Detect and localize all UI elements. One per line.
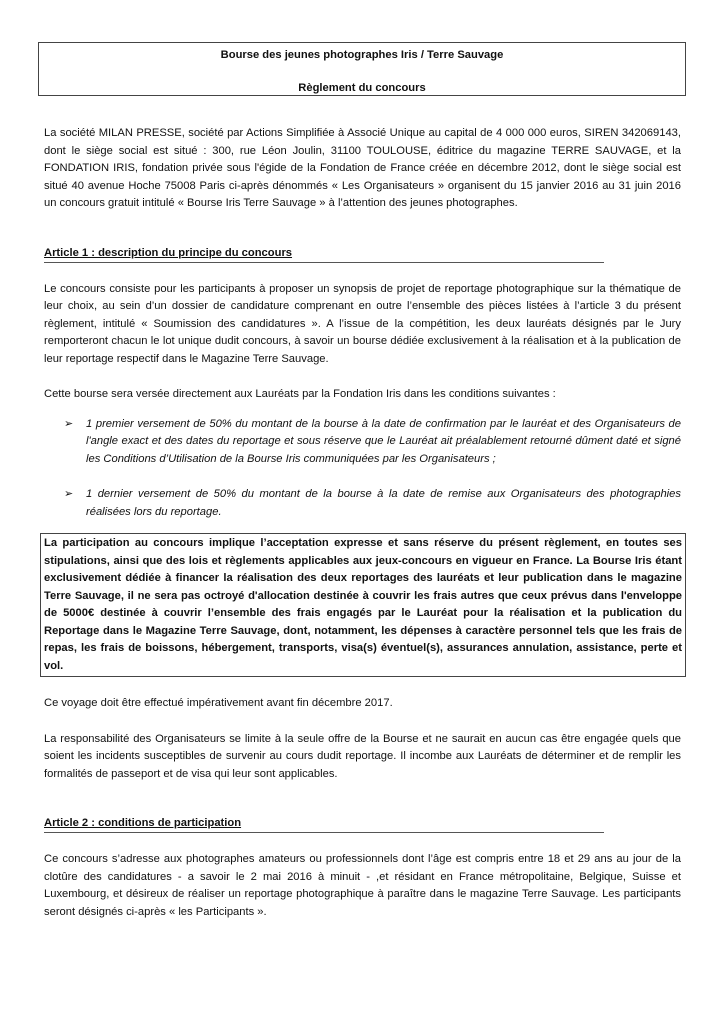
arrow-bullet-icon: ➢ bbox=[64, 417, 74, 430]
article-1-paragraph-1: Le concours consiste pour les participants à proposer un synopsis de projet de reportage photographique sur la thématique de leur choix, au sein d’un dossier de candidature comprenant en outre l’ensemble des pièces listées à l’article 3 du présent règlement, intitulé « Soumission des candidatures ». A l’issue de la compétition, les deux lauréats désignés par le Jury remporteront chacun le lot unique dudit concours, à savoir un bourse dédiée exclusivement à la réalisation et à la publication de leur reportage respectif dans le Magazine Terre Sauvage. bbox=[44, 282, 681, 365]
article-1-heading-text: Article 1 : description du principe du concours bbox=[44, 246, 293, 259]
list-item-text: 1 dernier versement de 50% du montant de la bourse à la date de remise aux Organisateurs des photographies réalisées lors du reportage. bbox=[86, 488, 681, 518]
list-item-text: 1 premier versement de 50% du montant de la bourse à la date de confirmation par le lauréat et des Organisateurs de l'angle exact et des dates du reportage et sous réserve que le Lauréat ait préalablement retourné dûment daté et signé les Conditions d’Utilisation de la Bourse Iris communiquées par les Organisateurs ; bbox=[86, 417, 681, 465]
document-page bbox=[44, 42, 681, 921]
article-1-heading bbox=[44, 246, 604, 263]
arrow-bullet-icon: ➢ bbox=[64, 488, 74, 500]
list-item bbox=[44, 416, 681, 469]
intro-paragraph: La société MILAN PRESSE, société par Actions Simplifiée à Associé Unique au capital de 4 000 000 euros, SIREN 342069143, dont le siège social est situé : 300, rue Léon Joulin, 31100 TOULOUSE, éditrice du magazine TERRE SAUVAGE, et la FONDATION IRIS, fondation privée sous l'égide de la Fondation de France créée en décembre 2012, dont le siège social est situé 40 avenue Hoche 75008 Paris ci-après dénommés « Les Organisateurs » organisent du 15 janvier 2016 au 31 juin 2016 un concours gratuit intitulé « Bourse Iris Terre Sauvage » à l’attention des jeunes photographes. bbox=[44, 127, 681, 209]
article-2-heading bbox=[44, 816, 604, 833]
article-1-paragraph-3: Ce voyage doit être effectué impérativement avant fin décembre 2017. bbox=[44, 697, 393, 709]
article-2-heading-text: Article 2 : conditions de participation bbox=[44, 817, 242, 829]
document-title: Bourse des jeunes photographes Iris / Terre Sauvage bbox=[220, 49, 504, 61]
document-subtitle: Règlement du concours bbox=[298, 82, 426, 94]
list-item bbox=[44, 486, 681, 521]
article-2-paragraph-1: Ce concours s’adresse aux photographes amateurs ou professionnels dont l’âge est compris entre 18 et 29 ans au jour de la clotûre des candidatures - a savoir le 2 mai 2016 à minuit - ,et résidant en France métropolitaine, Belgique, Suisse et Luxembourg, et désireux de réaliser un reportage photographique à paraître dans le magazine Terre Sauvage. Les participants seront désignés ci-après « les Participants ». bbox=[44, 853, 681, 918]
payment-conditions-list bbox=[44, 416, 681, 522]
article-1-paragraph-2: Cette bourse sera versée directement aux Lauréats par la Fondation Iris dans les conditions suivantes : bbox=[44, 388, 556, 400]
participation-conditions-box: La participation au concours implique l’acceptation expresse et sans réserve du présent règlement, en toutes ses stipulations, ainsi que des lois et règlements applicables aux jeux-concours en vigueur en France. La Bourse Iris étant exclusivement dédiée à financer la réalisation des deux reportages des lauréats et leur publication dans le magazine Terre Sauvage, il ne sera pas octroyé d'allocation destinée à couvrir les frais autres que ceux prévus dans l'enveloppe de 5000€ destinée à couvrir l’ensemble des frais engagés par le Lauréat pour la réalisation et la publication du Reportage dans le Magazine Terre Sauvage, dont, notamment, les dépenses à caractère personnel tels que les frais de repas, les frais de boissons, hébergement, transports, visa(s) éventuel(s), assurances annulation, assistance, perte et vol. bbox=[40, 533, 686, 677]
article-1-paragraph-4: La responsabilité des Organisateurs se limite à la seule offre de la Bourse et ne saurait en aucun cas être engagée quels que soient les incidents susceptibles de survenir au cours dudit reportage. Il incombe aux Lauréats de déterminer et de remplir les formalités de passeport et de visa qui leur sont applicables. bbox=[44, 732, 681, 780]
title-box bbox=[38, 42, 686, 96]
